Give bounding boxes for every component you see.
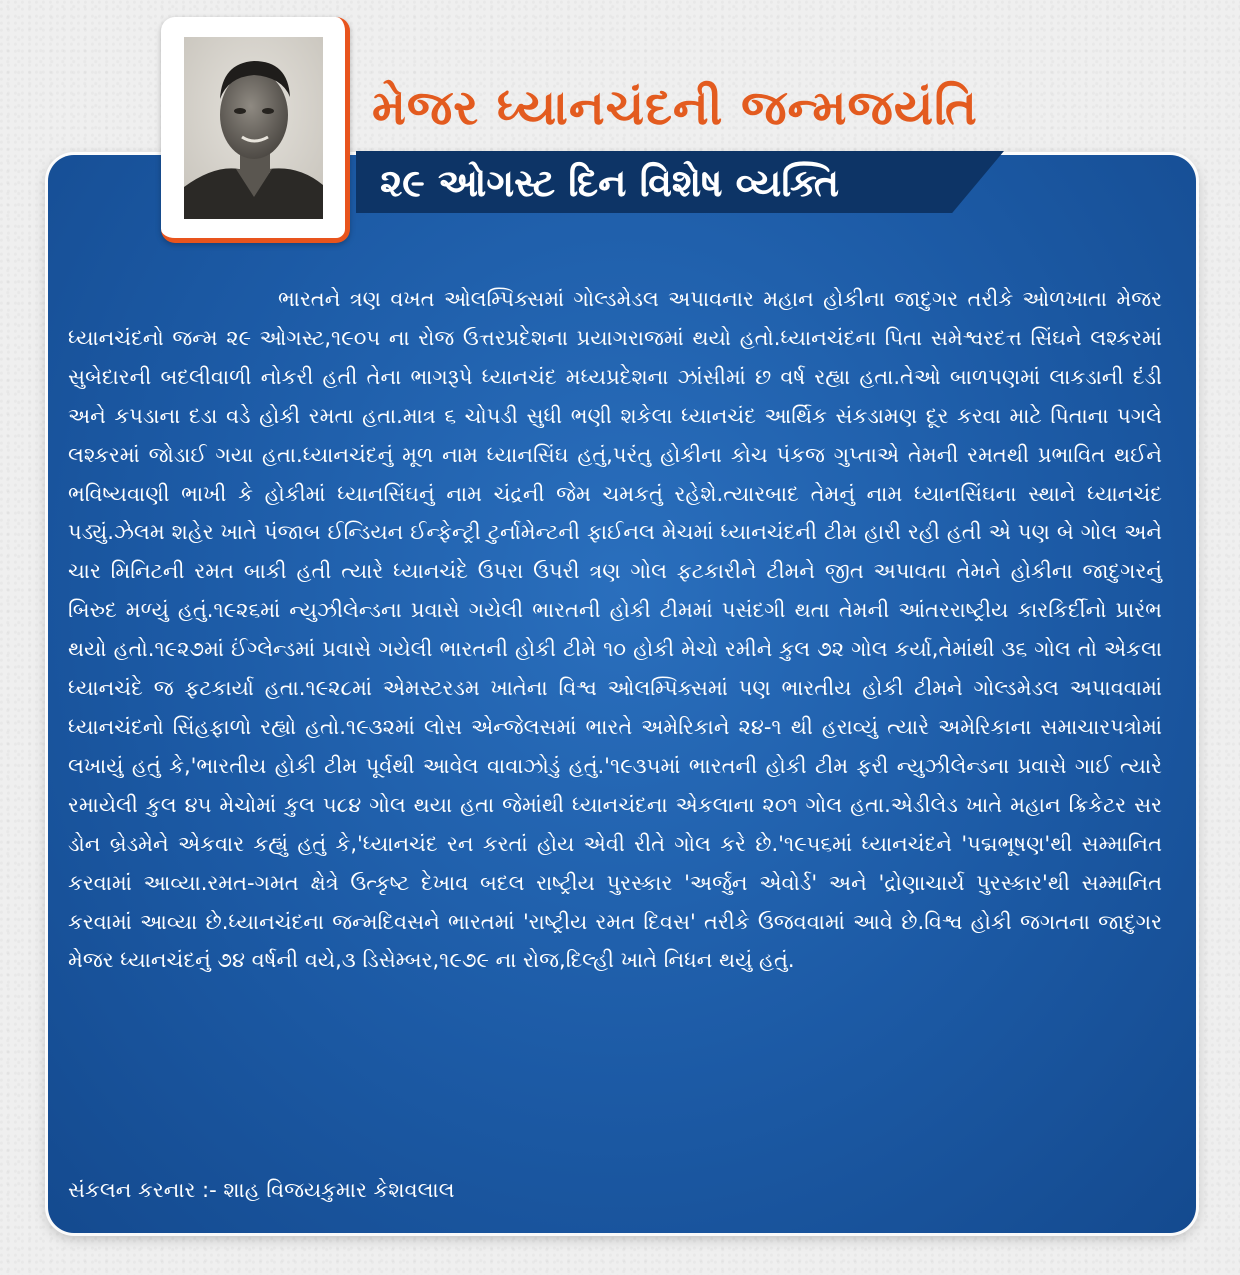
portrait-frame [161,17,350,243]
portrait-illustration [184,37,323,219]
compiler-credit: સંકલન કરનાર :- શાહ વિજયકુમાર કેશવલાલ [68,1178,455,1202]
portrait-photo [184,37,323,219]
page-subtitle: ૨૯ ઓગસ્ટ દિન વિશેષ વ્યક્તિ [380,161,840,205]
page-title: મેજર ધ્યાનચંદની જન્મજયંતિ [372,80,978,136]
article-body: ભારતને ત્રણ વખત ઓલમ્પિક્સમાં ગોલ્ડમેડલ અપાવનાર મહાન હોકીના જાદુગર તરીકે ઓળખાતા મેજર ધ્યાનચંદનો જન્મ ૨૯ ઓગસ્ટ,૧૯૦૫ ના રોજ ઉત્તરપ્રદેશના પ્રયાગરાજમાં થયો હતો.ધ્યાનચંદના પિતા સમેશ્વરદત્ત સિંઘને લશ્કરમાં સુબેદારની બદલીવાળી નોકરી હતી તેના ભાગરૂપે ધ્યાનચંદ મધ્યપ્રદેશના ઝાંસીમાં છ વર્ષ રહ્યા હતા.તેઓ બાળપણમાં લાકડાની દંડી અને કપડાના દડા વડે હોકી રમતા હતા.માત્ર ૬ ચોપડી સુધી ભણી શકેલા ધ્યાનચંદ આર્થિક સંકડામણ દૂર કરવા માટે પિતાના પગલે લશ્કરમાં જોડાઈ ગયા હતા.ધ્યાનચંદનું મૂળ નામ ધ્યાનસિંઘ હતું,પરંતુ હોકીના કોચ પંકજ ગુપ્તાએ તેમની રમતથી પ્રભાવિત થઈને ભવિષ્યવાણી ભાખી કે હોકીમાં ધ્યાનસિંઘનું નામ ચંદ્રની જેમ ચમકતું રહેશે.ત્યારબાદ તેમનું નામ ધ્યાનસિંઘના સ્થાને ધ્યાનચંદ પડ્યું.ઝેલમ શહેર ખાતે પંજાબ ઈન્ડિયન ઈન્ફેન્ટ્રી ટુર્નામેન્ટની ફાઈનલ મેચમાં ધ્યાનચંદની ટીમ હારી રહી હતી એ પણ બે ગોલ અને ચાર મિનિટની રમત બાકી હતી ત્યારે ધ્યાનચંદે ઉપરા ઉપરી ત્રણ ગોલ ફટકારીને ટીમને જીત અપાવતા તેમને હોકીના જાદુગરનું બિરુદ મળ્યું હતું.૧૯૨૬માં ન્યુઝીલેન્ડના પ્રવાસે ગયેલી ભારતની હોકી ટીમમાં પસંદગી થતા તેમની આંતરરાષ્ટ્રીય કારકિર્દીનો પ્રારંભ થયો હતો.૧૯૨૭માં ઈંગ્લેન્ડમાં પ્રવાસે ગયેલી ભારતની હોકી ટીમે ૧૦ હોકી મેચો રમીને કુલ ૭૨ ગોલ કર્યા,તેમાંથી ૩૬ ગોલ તો એકલા ધ્યાનચંદે જ ફટકાર્યા હતા.૧૯૨૮માં એમસ્ટરડમ ખાતેના વિશ્વ ઓલમ્પિક્સમાં પણ ભારતીય હોકી ટીમને ગોલ્ડમેડલ અપાવવામાં ધ્યાનચંદનો સિંહફાળો રહ્યો હતો.૧૯૩૨માં લોસ એન્જેલસમાં ભારતે અમેરિકાને ૨૪-૧ થી હરાવ્યું ત્યારે અમેરિકાના સમાચારપત્રોમાં લખાયું હતું કે,'ભારતીય હોકી ટીમ પૂર્વથી આવેલ વાવાઝોડું હતું.'૧૯૩૫માં ભારતની હોકી ટીમ ફરી ન્યુઝીલેન્ડના પ્રવાસે ગાઈ ત્યારે રમાયેલી કુલ ૪૫ મેચોમાં કુલ ૫૮૪ ગોલ થયા હતા જેમાંથી ધ્યાનચંદના એકલાના ૨૦૧ ગોલ હતા.એડીલેડ ખાતે મહાન ક્રિકેટર સર ડોન બ્રેડમેને એકવાર કહ્યું હતું કે,'ધ્યાનચંદ રન કરતાં હોય એવી રીતે ગોલ કરે છે.'૧૯૫૬માં ધ્યાનચંદને 'પદ્મભૂષણ'થી સમ્માનિત કરવામાં આવ્યા.રમત-ગમત ક્ષેત્રે ઉત્કૃષ્ટ દેખાવ બદલ રાષ્ટ્રીય પુરસ્કાર 'અર્જુન એવોર્ડ' અને 'દ્રોણાચાર્ય પુરસ્કાર'થી સમ્માનિત કરવામાં આવ્યા છે.ધ્યાનચંદના જન્મદિવસને ભારતમાં 'રાષ્ટ્રીય રમત દિવસ' તરીકે ઉજવવામાં આવે છે.વિશ્વ હોકી જગતના જાદુગર મેજર ધ્યાનચંદનું ૭૪ વર્ષની વયે,૩ ડિસેમ્બર,૧૯૭૯ ના રોજ,દિલ્હી ખાતે નિધન થયું હતું. [68,287,1163,973]
